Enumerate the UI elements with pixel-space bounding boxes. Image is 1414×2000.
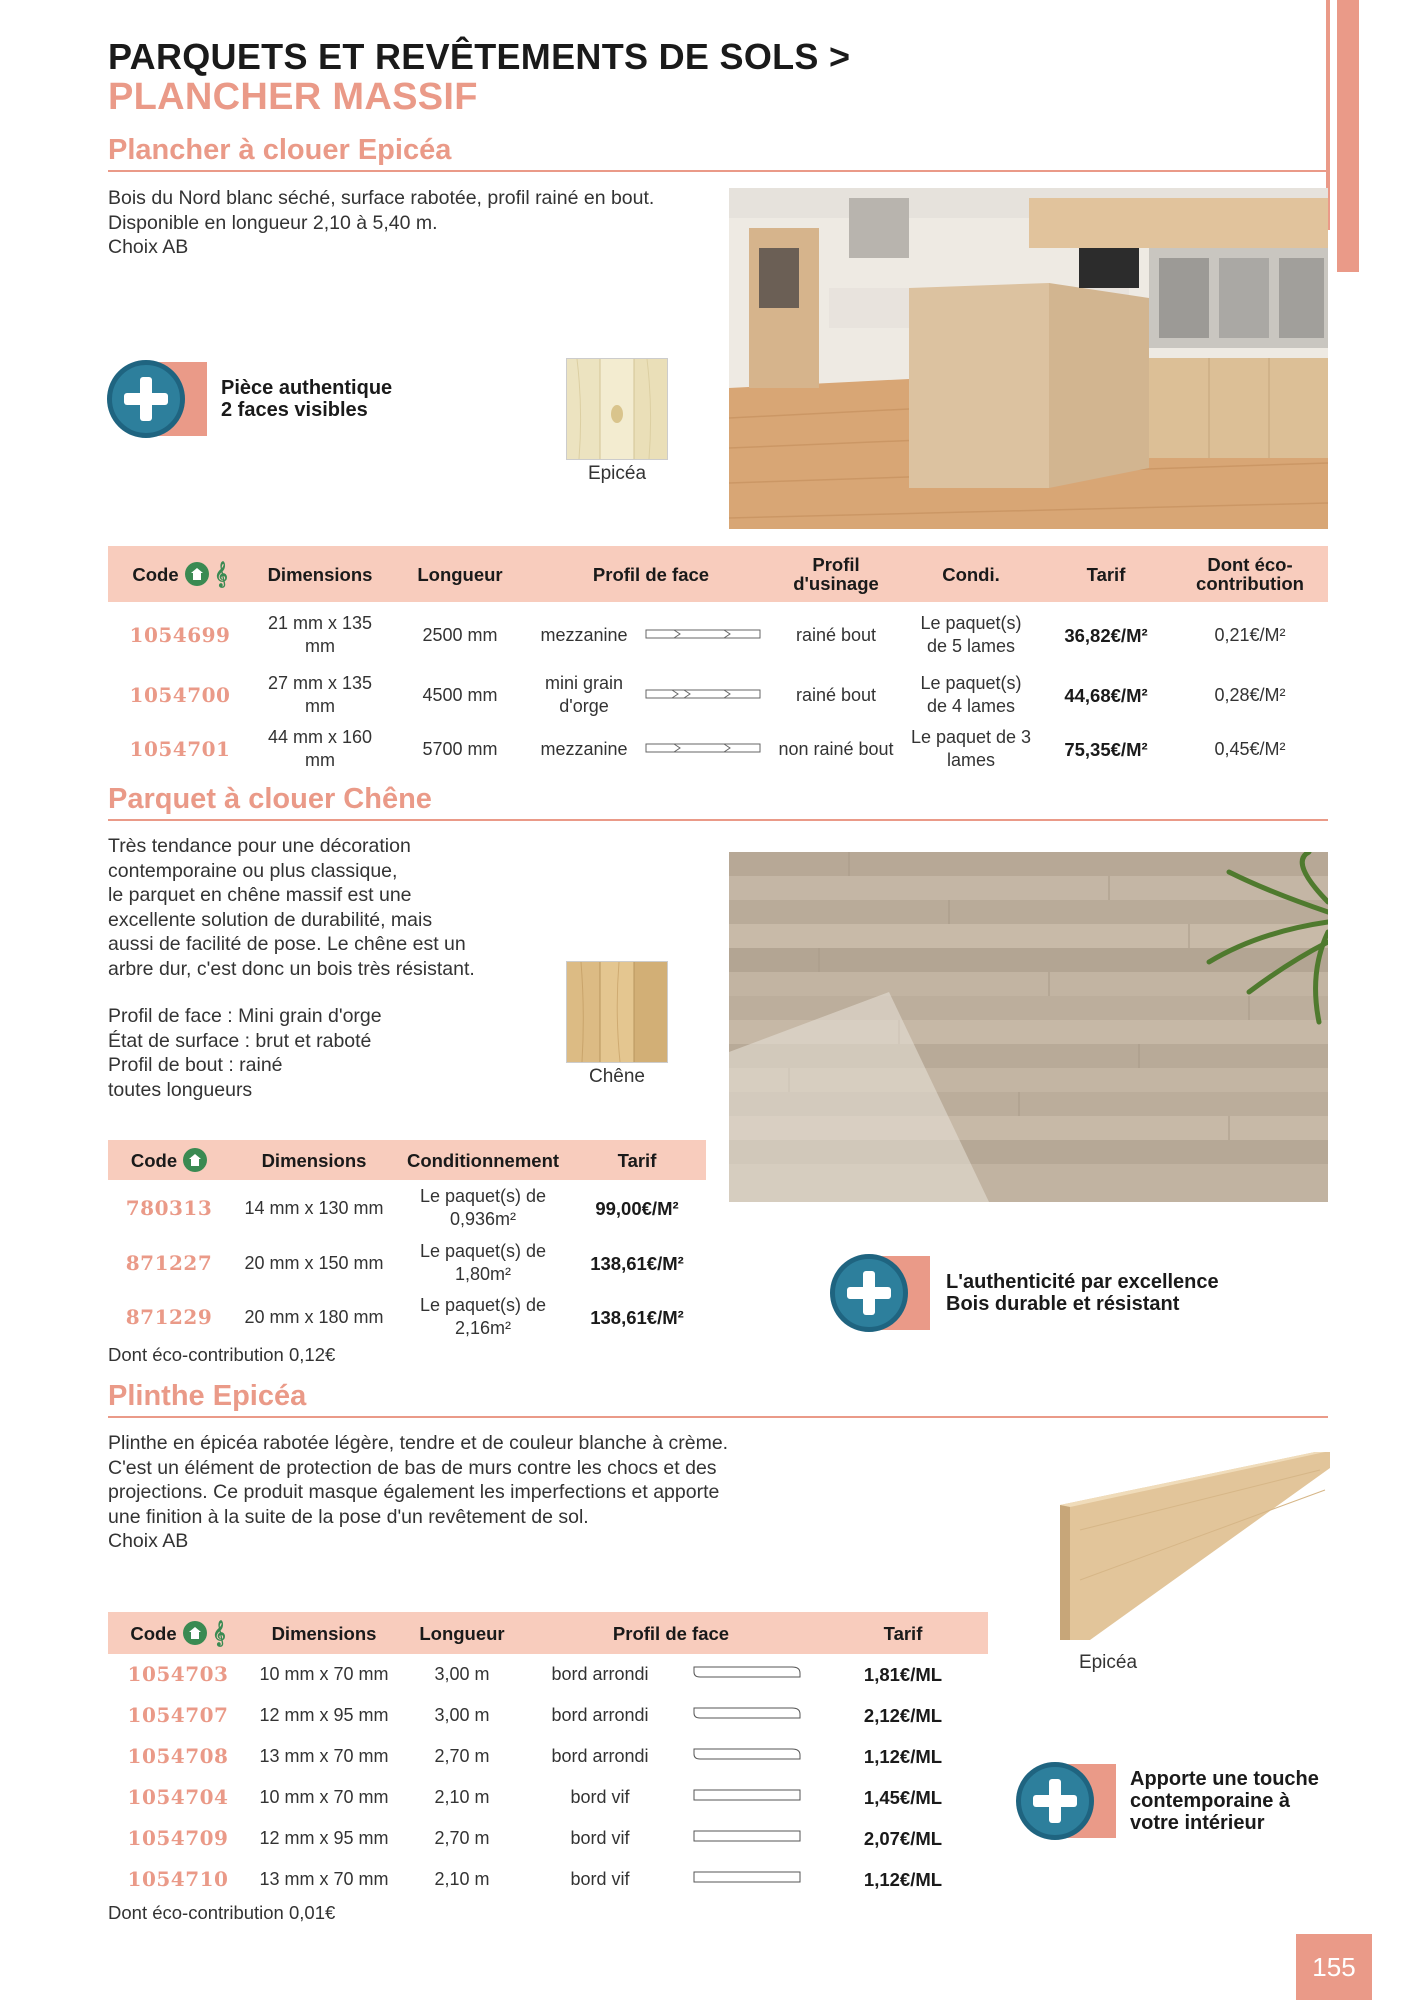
machining-profile: non rainé bout	[778, 738, 894, 759]
length: 2500 mm	[422, 624, 498, 645]
col-code: Code 𝄞	[132, 561, 228, 587]
table-header-row	[108, 546, 1328, 602]
feature-badge-epicea	[107, 360, 392, 438]
col-longueur: Longueur	[417, 563, 503, 585]
kitchen-interior-photo	[729, 188, 1328, 529]
section-divider	[108, 1416, 1328, 1418]
product-code: 1054710	[127, 1867, 229, 1891]
page-number: 155	[1296, 1934, 1372, 2000]
col-profil-face: Profil de face	[592, 563, 710, 585]
dimensions: 14 mm x 130 mm	[244, 1197, 384, 1218]
packaging: Le paquet(s) de 2,16m²	[419, 1295, 547, 1338]
product-code: 871229	[125, 1304, 213, 1329]
rounded-edge-profile-icon	[676, 1654, 818, 1695]
length: 2,70 m	[434, 1828, 490, 1848]
profile-diagram-icon	[636, 668, 770, 722]
price: 1,45€/ML	[863, 1787, 943, 1808]
table-header-row	[108, 1140, 706, 1180]
dimensions: 27 mm x 135 mm	[267, 673, 373, 716]
product-code: 871227	[125, 1250, 213, 1275]
col-longueur: Longueur	[419, 1622, 505, 1644]
price: 138,61€/M²	[590, 1252, 684, 1274]
table-row	[108, 1236, 706, 1290]
face-profile: bord vif	[570, 1828, 630, 1848]
plinthe-price-table	[108, 1612, 988, 1900]
plus-icon	[1016, 1762, 1094, 1840]
col-dimensions: Dimensions	[267, 563, 373, 585]
table-row	[108, 1777, 988, 1818]
face-profile: mezzanine	[540, 738, 628, 759]
machining-profile: rainé bout	[795, 624, 877, 645]
section-divider	[108, 170, 1328, 172]
sharp-edge-profile-icon	[676, 1859, 818, 1900]
category-title: PARQUETS ET REVÊTEMENTS DE SOLS >	[108, 36, 851, 77]
col-conditionnement: Conditionnement	[406, 1149, 560, 1171]
eco-label-icon	[183, 1148, 207, 1172]
sharp-edge-profile-icon	[676, 1818, 818, 1859]
product-code: 1054703	[127, 1662, 229, 1686]
col-dimensions: Dimensions	[261, 1149, 367, 1171]
price: 1,81€/ML	[863, 1664, 943, 1685]
dimensions: 12 mm x 95 mm	[259, 1705, 389, 1725]
price: 138,61€/M²	[590, 1306, 684, 1328]
epicea-plancher-description: Bois du Nord blanc séché, surface rabotée, profil rainé en bout. Disponible en longueur 2,10 à 5,40 m. Choix AB	[108, 187, 655, 258]
plus-icon	[107, 360, 185, 438]
decorative-side-bar	[1337, 0, 1359, 272]
table-row	[108, 1859, 988, 1900]
col-tarif: Tarif	[1086, 563, 1126, 585]
oak-floor-photo	[729, 852, 1328, 1202]
eco-label-icon	[185, 562, 209, 586]
dimensions: 21 mm x 135 mm	[267, 613, 373, 656]
packaging: Le paquet de 3 lames	[910, 727, 1032, 770]
music-clef-icon: 𝄞	[212, 1620, 226, 1646]
chene-swatch-label: Chêne	[589, 1066, 645, 1087]
length: 2,10 m	[434, 1869, 490, 1889]
eco-contribution: 0,45€/M²	[1214, 738, 1286, 759]
col-profil-usinage: Profil d'usinage	[793, 554, 879, 594]
baseboard-photo	[1040, 1450, 1330, 1650]
table-row	[108, 602, 1328, 668]
feature-badge-text: Pièce authentique 2 faces visibles	[221, 377, 393, 421]
table-header-row	[108, 1612, 988, 1654]
length: 5700 mm	[422, 738, 498, 759]
chene-swatch	[566, 961, 668, 1063]
epicea-swatch-label: Epicéa	[587, 463, 647, 484]
table-row	[108, 1695, 988, 1736]
plinthe-eco-note: Dont éco-contribution 0,01€	[108, 1902, 336, 1923]
face-profile: bord arrondi	[551, 1664, 649, 1684]
baseboard-photo-label: Epicéa	[1078, 1652, 1138, 1673]
table-row	[108, 668, 1328, 722]
dimensions: 13 mm x 70 mm	[259, 1746, 389, 1766]
price: 75,35€/M²	[1064, 738, 1148, 760]
section-divider	[108, 819, 1328, 821]
eco-contribution: 0,21€/M²	[1214, 624, 1286, 645]
price: 2,12€/ML	[863, 1705, 943, 1726]
table-row	[108, 1290, 706, 1344]
chene-eco-note: Dont éco-contribution 0,12€	[108, 1344, 336, 1365]
chene-price-table	[108, 1140, 706, 1344]
profile-diagram-icon	[636, 722, 770, 776]
plus-icon	[830, 1254, 908, 1332]
col-code: Code	[108, 1140, 230, 1180]
eco-label-icon	[183, 1621, 207, 1645]
rounded-edge-profile-icon	[676, 1736, 818, 1777]
table-row	[108, 1736, 988, 1777]
face-profile: mini grain d'orge	[544, 673, 624, 716]
feature-badge-plinthe	[1016, 1762, 1319, 1840]
product-code: 1054707	[127, 1703, 229, 1727]
table-row	[108, 1818, 988, 1859]
section-title-plinthe-epicea: Plinthe Epicéa	[108, 1380, 307, 1412]
col-dimensions: Dimensions	[271, 1622, 377, 1644]
dimensions: 12 mm x 95 mm	[259, 1828, 389, 1848]
product-code: 1054701	[129, 736, 231, 761]
music-clef-icon: 𝄞	[214, 561, 228, 587]
dimensions: 20 mm x 150 mm	[244, 1252, 384, 1273]
chene-specs: Profil de face : Mini grain d'orge État de surface : brut et raboté Profil de bout : rainé toutes longueurs	[108, 1005, 382, 1101]
section-title-chene-parquet: Parquet à clouer Chêne	[108, 783, 432, 815]
dimensions: 44 mm x 160 mm	[267, 727, 373, 770]
feature-badge-chene	[830, 1254, 1219, 1332]
rounded-edge-profile-icon	[676, 1695, 818, 1736]
epicea-swatch	[566, 358, 668, 460]
length: 4500 mm	[422, 684, 498, 705]
dimensions: 13 mm x 70 mm	[259, 1869, 389, 1889]
chene-description: Très tendance pour une décoration contemporaine ou plus classique, le parquet en chêne massif est une excellente solution de durabilité, mais aussi de facilité de pose. Le chêne est un arbre dur, c'est donc un bois très résistant.	[108, 835, 475, 980]
subcategory-title: PLANCHER MASSIF	[108, 76, 478, 118]
product-code: 1054704	[127, 1785, 229, 1809]
col-code: Code 𝄞	[130, 1620, 226, 1646]
price: 99,00€/M²	[595, 1197, 679, 1219]
col-tarif: Tarif	[617, 1149, 657, 1171]
face-profile: bord vif	[570, 1869, 630, 1889]
product-code: 780313	[125, 1195, 213, 1220]
feature-badge-text: L'authenticité par excellence Bois durable et résistant	[946, 1271, 1219, 1315]
table-row	[108, 1180, 706, 1236]
price: 2,07€/ML	[863, 1828, 943, 1849]
packaging: Le paquet(s) de 0,936m²	[419, 1186, 547, 1229]
packaging: Le paquet(s) de 5 lames	[920, 613, 1022, 656]
price: 36,82€/M²	[1064, 624, 1148, 646]
packaging: Le paquet(s) de 4 lames	[920, 673, 1022, 716]
sharp-edge-profile-icon	[676, 1777, 818, 1818]
length: 2,10 m	[434, 1787, 490, 1807]
section-title-epicea-plancher: Plancher à clouer Epicéa	[108, 134, 452, 166]
table-row	[108, 1654, 988, 1695]
col-condi: Condi.	[942, 563, 1000, 585]
face-profile: bord arrondi	[551, 1746, 649, 1766]
table-row	[108, 722, 1328, 776]
face-profile: bord arrondi	[551, 1705, 649, 1725]
packaging: Le paquet(s) de 1,80m²	[419, 1241, 547, 1284]
length: 3,00 m	[434, 1664, 490, 1684]
product-code: 1054709	[127, 1826, 229, 1850]
profile-diagram-icon	[636, 602, 770, 668]
length: 2,70 m	[434, 1746, 490, 1766]
product-code: 1054708	[127, 1744, 229, 1768]
product-code: 1054699	[129, 622, 231, 647]
dimensions: 10 mm x 70 mm	[259, 1787, 389, 1807]
length: 3,00 m	[434, 1705, 490, 1725]
dimensions: 10 mm x 70 mm	[259, 1664, 389, 1684]
price: 1,12€/ML	[863, 1746, 943, 1767]
price: 44,68€/M²	[1064, 684, 1148, 706]
col-profil-face: Profil de face	[612, 1622, 730, 1644]
feature-badge-text: Apporte une touche contemporaine à votre intérieur	[1130, 1768, 1319, 1834]
col-eco-contribution: Dont éco-contribution	[1196, 554, 1304, 594]
epicea-plancher-price-table	[108, 546, 1328, 776]
eco-contribution: 0,28€/M²	[1214, 684, 1286, 705]
face-profile: bord vif	[570, 1787, 630, 1807]
machining-profile: rainé bout	[795, 684, 877, 705]
plinthe-description: Plinthe en épicéa rabotée légère, tendre et de couleur blanche à crème. C'est un élément de protection de bas de murs contre les chocs et des projections. Ce produit masque également les imperfections et apporte une finition à la suite de la pose d'un revêtement de sol. Choix AB	[108, 1432, 729, 1552]
product-code: 1054700	[129, 682, 231, 707]
price: 1,12€/ML	[863, 1869, 943, 1890]
dimensions: 20 mm x 180 mm	[244, 1306, 384, 1327]
col-tarif: Tarif	[883, 1622, 923, 1644]
face-profile: mezzanine	[540, 624, 628, 645]
